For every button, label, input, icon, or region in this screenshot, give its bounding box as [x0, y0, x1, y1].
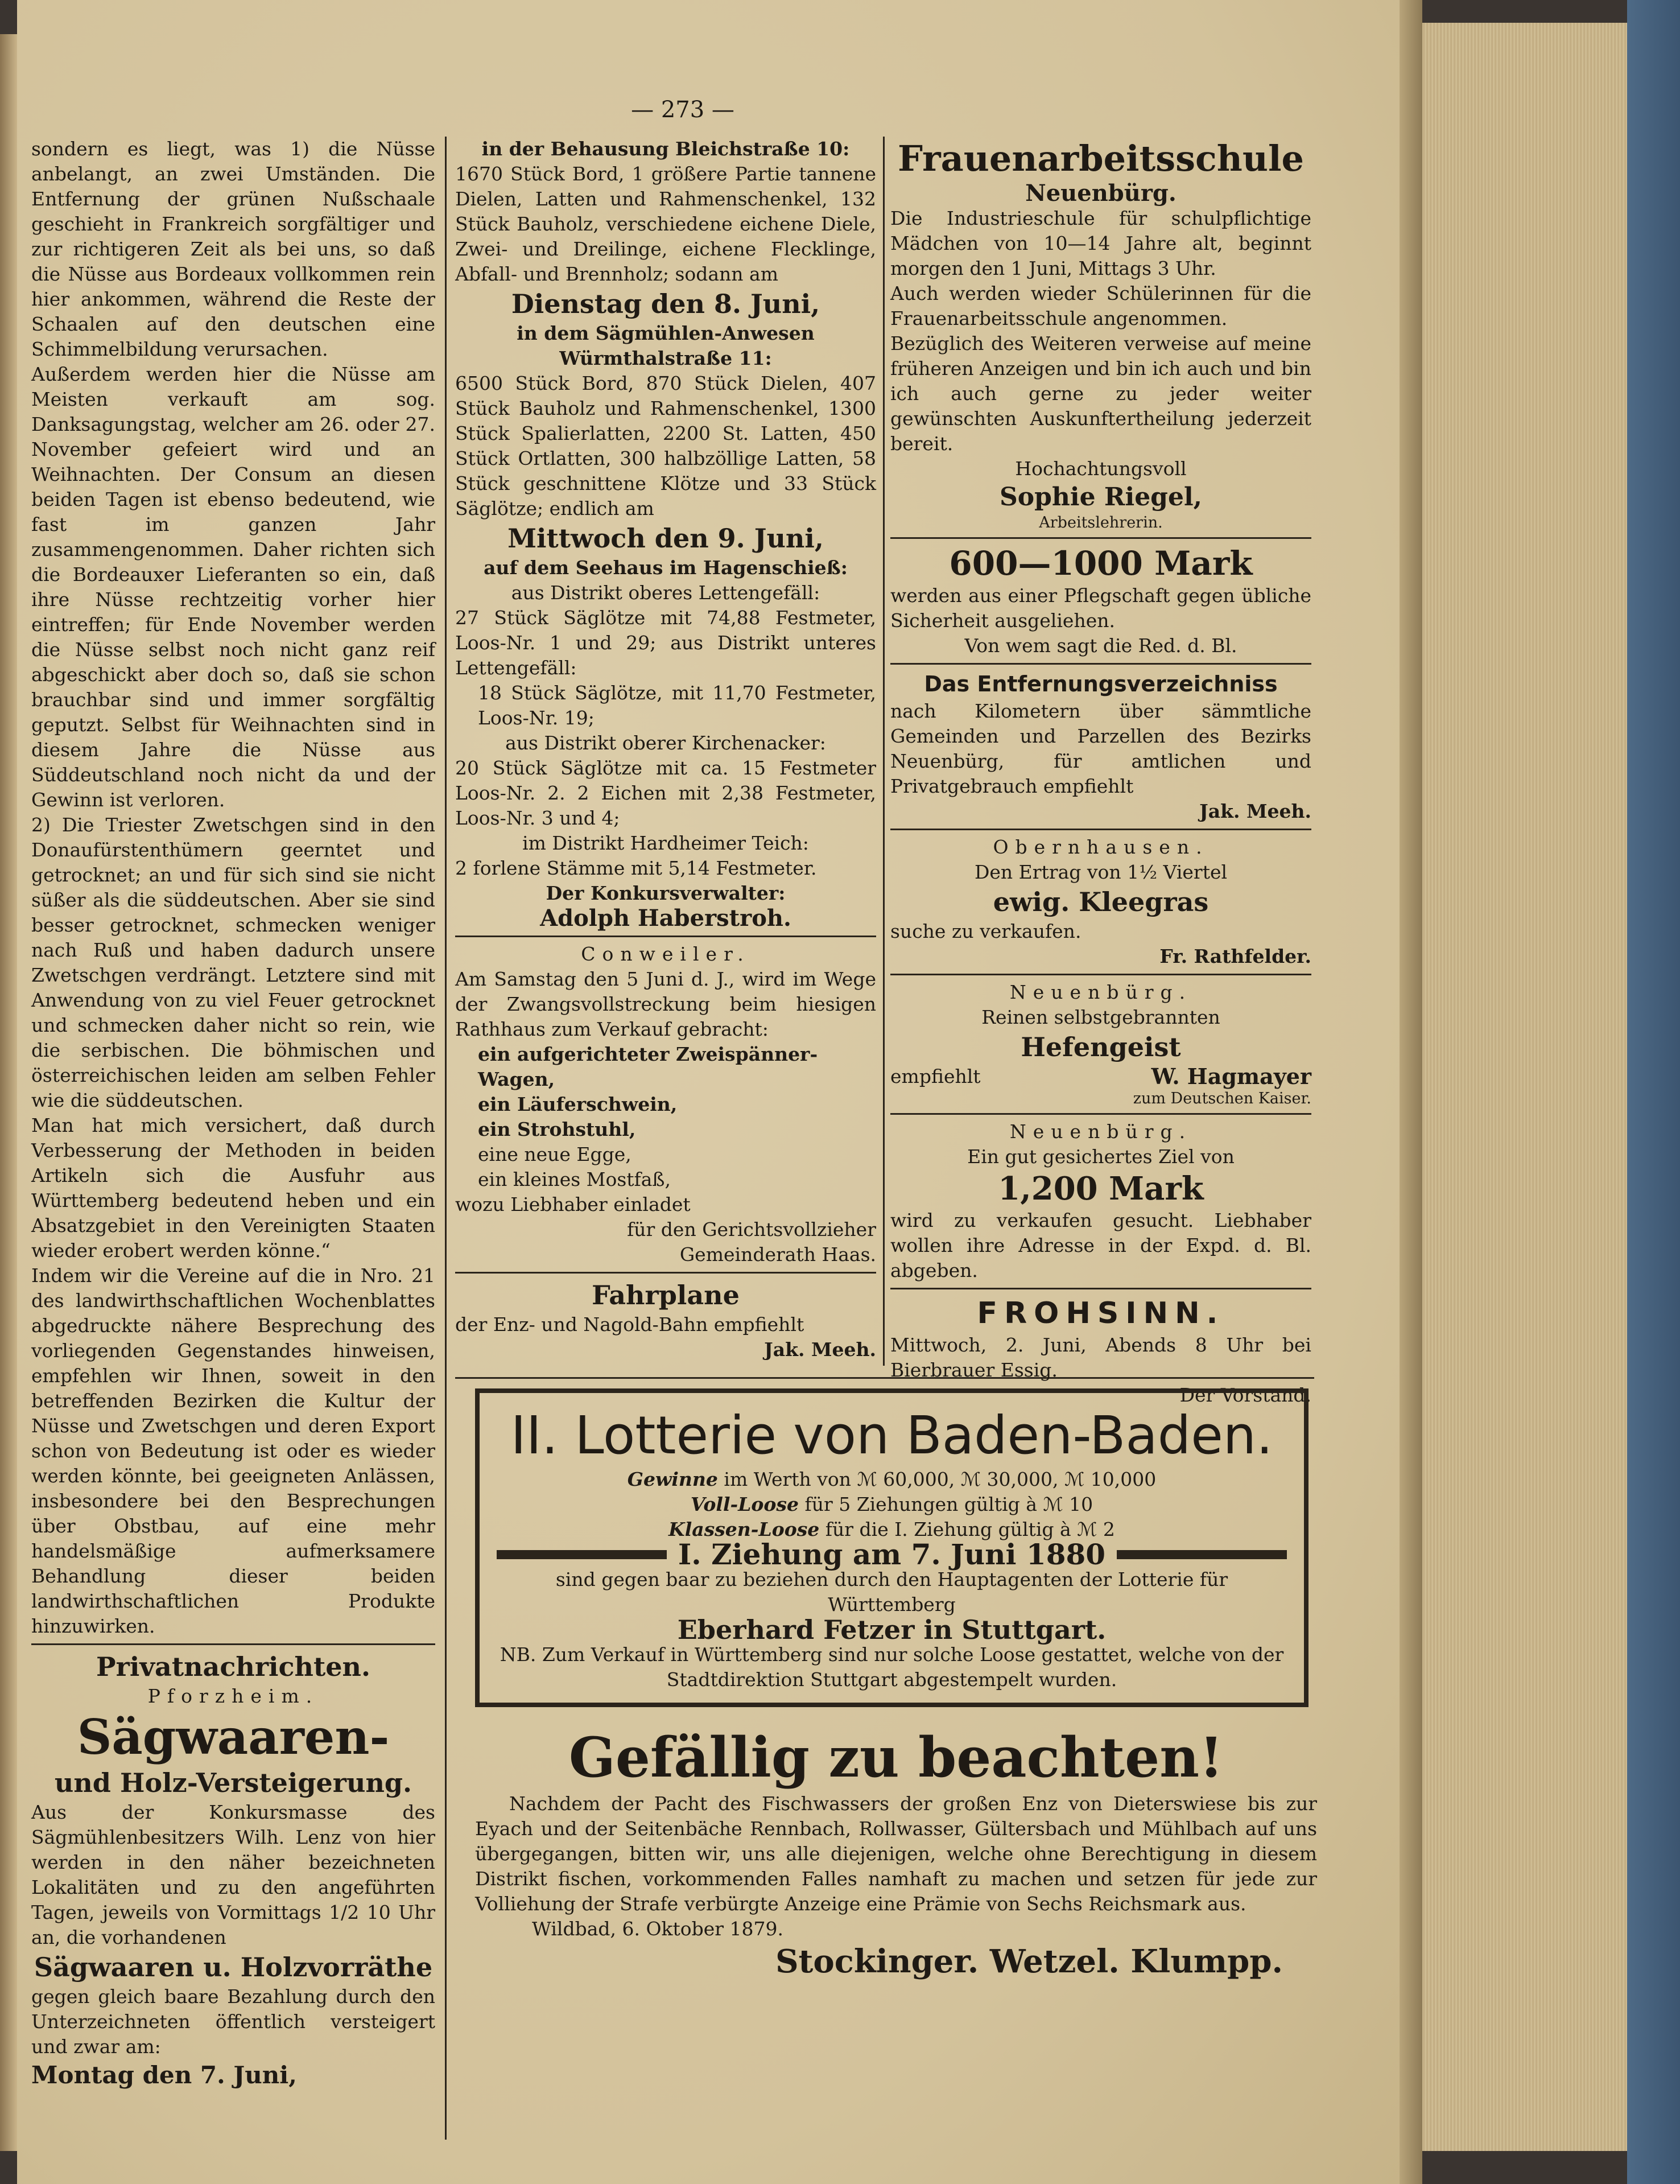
lottery-class-value: für die I. Ziehung gültig à ℳ 2 — [825, 1518, 1115, 1540]
spirit-signature: W. Hagmayer — [1151, 1064, 1311, 1089]
lottery-full-value: für 5 Ziehungen gültig à ℳ 10 — [804, 1493, 1093, 1515]
town-name: Obernhausen. — [993, 836, 1209, 858]
lottery-class-label: Klassen-Loose — [668, 1518, 820, 1540]
sale-invite: wozu Liebhaber einladet — [455, 1193, 691, 1215]
directory-signature: Jak. Meeh. — [1199, 800, 1311, 822]
signature-line: für den Gerichtsvollzieher — [627, 1218, 876, 1241]
lot-list: 6500 Stück Bord, 870 Stück Dielen, 407 Stück Bauholz und Rahmenschenkel, 1300 Stück Spalierlatten, 2200 St. Latten, 450 Stück Ortlatten, 300 halbzöllige Latten, 58 Stück geschnittene Klötze und 33 Stück Säglötze; endlich am — [455, 372, 876, 520]
section-rule — [890, 829, 1311, 830]
lottery-note: NB. Zum Verkauf in Württemberg sind nur solche Loose gestattet, welche von der Stadtdirektion Stuttgart abgestempelt wurden. — [500, 1643, 1284, 1691]
page-number: — 273 — — [631, 97, 734, 123]
sale-item: ein Strohstuhl, — [478, 1118, 636, 1140]
section-rule — [890, 537, 1311, 539]
notice-body: Nachdem der Pacht des Fischwassers der großen Enz von Dieterswiese bis zur Eyach und der Seitenbäche Rennbach, Rollwasser, Gültersbach und Mühlbach auf uns übergegangen, bitten wir, uns alle diejenigen, welche ohne Berechtigung in diesem Distrikt fischen, vorkommenden Falles namhaft zu machen und setzen für jede zur Volliehung der Strafe verbürgte Anzeige eine Prämie von Sechs Reichsmark aus. — [475, 1792, 1317, 1915]
loan-title: 600—1000 Mark — [949, 544, 1253, 583]
lottery-prizes-label: Gewinne — [627, 1468, 718, 1490]
lottery-advertisement — [475, 1388, 1308, 1707]
sale-item: eine neue Egge, — [478, 1143, 631, 1165]
column-divider-right — [883, 137, 885, 1366]
spirit-text: Reinen selbstgebrannten — [981, 1006, 1220, 1028]
lottery-draw-banner — [497, 1538, 1287, 1571]
auction-body-2: gegen gleich baare Bezahlung durch den Unterzeichneten öffentlich versteigert und zwar am: — [31, 1985, 435, 2058]
article-paragraph: Man hat mich versichert, daß durch Verbesserung der Methoden in beiden Artikeln sich die Ausfuhr aus Württemberg bedeutend heben und ein Absatzgebiet in den Vereinigten Staaten wieder erobert werden könne.“ — [31, 1114, 435, 1262]
signature-line: Gemeinderath Haas. — [679, 1243, 876, 1266]
left-column — [31, 137, 435, 2091]
administrator-name: Adolph Haberstroh. — [540, 905, 791, 932]
school-text: Bezüglich des Weiteren verweise auf meine früheren Anzeigen und bin ich auch und bin ich auch gerne zu jeder weiter gewünschten Auskunftertheilung jederzeit bereit. — [890, 332, 1311, 455]
notice-signatures: Stockinger. Wetzel. Klumpp. — [775, 1943, 1283, 1980]
district-line: im Distrikt Hardheimer Teich: — [522, 832, 809, 854]
greeting: Hochachtungsvoll — [1015, 458, 1187, 480]
lot-list: 27 Stück Säglötze mit 74,88 Festmeter, Loos-Nr. 1 und 29; aus Distrikt unteres Lettengefäll: — [455, 607, 876, 679]
section-rule — [455, 936, 876, 937]
sale-item: ein aufgerichteter Zweispänner-Wagen, — [478, 1043, 818, 1090]
section-rule — [890, 663, 1311, 665]
article-paragraph: 2) Die Triester Zwetschgen sind in den Donaufürstenthümern geerntet und getrocknet; an und für sich sind sie nicht süßer als die süddeutschen. Aber sie sind besser getrocknet, schmecken weniger nach Ruß und haben dadurch unsere Zwetschgen verdrängt. Letztere sind mit Anwendung von zu viel Feuer getrocknet und schmecken daher nicht so rein, wie die serbischen. Die böhmischen und österreichischen leiden am selben Fehler wie die süddeutschen. — [31, 814, 435, 1111]
auction-body: Aus der Konkursmasse des Sägmühlenbesitzers Wilh. Lenz von hier werden in den näher bezeichneten Lokalitäten und zu den angeführten Tagen, jeweils von Vormittags 1/2 10 Uhr an, die vorhandenen — [31, 1801, 435, 1948]
auction-subtitle: und Holz-Versteigerung. — [54, 1767, 412, 1798]
timetable-title: Fahrplane — [592, 1280, 740, 1311]
town-name: Neuenbürg. — [1009, 981, 1192, 1003]
section-rule — [890, 974, 1311, 975]
clover-title: ewig. Kleegras — [993, 887, 1209, 917]
town-name: Neuenbürg. — [1009, 1120, 1192, 1143]
article-paragraph: sondern es liegt, was 1) die Nüsse anbelangt, an zwei Umständen. Die Entfernung der grünen Nußschaale geschieht in Frankreich sorgfältiger und zur richtigeren Zeit als bei uns, so daß die Nüsse aus Bordeaux vollkommen rein hier ankommen, während die Reste der Schaalen auf den deutschen eine Schimmelbildung verursachen. — [31, 138, 435, 360]
mortgage-title: 1,200 Mark — [998, 1170, 1204, 1208]
auction-date: Dienstag den 8. Juni, — [511, 289, 820, 319]
lottery-draw-date: I. Ziehung am 7. Juni 1880 — [678, 1538, 1106, 1571]
column-divider-left — [445, 137, 447, 2140]
lot-list: 20 Stück Säglötze mit ca. 15 Festmeter Loos-Nr. 2. 2 Eichen mit 2,38 Festmeter, Loos-Nr. 3 und 4; — [455, 757, 876, 829]
location-line: in der Behausung Bleichstraße 10: — [481, 138, 850, 160]
school-text: Die Industrieschule für schulpflichtige Mädchen von 10—14 Jahre alt, beginnt morgen den 1 Juni, Mittags 3 Uhr. — [890, 207, 1311, 279]
mortgage-text: Ein gut gesichertes Ziel von — [967, 1145, 1235, 1168]
sale-notice: Am Samstag den 5 Juni d. J., wird im Wege der Zwangsvollstreckung beim hiesigen Rathhaus zum Verkauf gebracht: — [455, 968, 876, 1040]
page-edge-left — [0, 34, 17, 2151]
lottery-prizes — [497, 1467, 1287, 1492]
notice-title: Gefällig zu beachten! — [568, 1725, 1224, 1790]
sale-item: ein kleines Mostfaß, — [478, 1168, 671, 1190]
school-text: Auch werden wieder Schülerinnen für die Frauenarbeitsschule angenommen. — [890, 282, 1311, 329]
banner-bar-right — [1117, 1550, 1287, 1559]
mortgage-text-2: wird zu verkaufen gesucht. Liebhaber wollen ihre Adresse in der Expd. d. Bl. abgeben. — [890, 1209, 1311, 1281]
club-text: Mittwoch, 2. Juni, Abends 8 Uhr bei Bierbrauer Essig. — [890, 1334, 1311, 1381]
auction-date: Montag den 7. Juni, — [31, 2061, 297, 2089]
lottery-prizes-value: im Werth von ℳ 60,000, ℳ 30,000, ℳ 10,000 — [724, 1468, 1157, 1490]
middle-column — [455, 137, 876, 1362]
timetable-text: der Enz- und Nagold-Bahn empfiehlt — [455, 1313, 804, 1336]
right-column — [890, 137, 1311, 1408]
lottery-full-label: Voll-Loose — [690, 1493, 799, 1515]
clover-text: Den Ertrag von 1½ Viertel — [974, 861, 1228, 883]
spirit-signature-2: zum Deutschen Kaiser. — [1133, 1090, 1311, 1107]
district-line: aus Distrikt oberer Kirchenacker: — [505, 732, 826, 754]
signature-role: Arbeitslehrerin. — [1039, 514, 1163, 531]
lot-list: 18 Stück Säglötze, mit 11,70 Festmeter, Loos-Nr. 19; — [478, 682, 876, 729]
auction-title: Sägwaaren- — [77, 1709, 390, 1765]
location-line: in dem Sägmühlen-Anwesen Würmthalstraße 11: — [517, 322, 815, 369]
banner-bar-left — [497, 1550, 667, 1559]
signature-name: Sophie Riegel, — [1000, 483, 1202, 512]
section-rule — [31, 1643, 435, 1645]
lot-list: 1670 Stück Bord, 1 größere Partie tannene Dielen, Latten und Rahmenschenkel, 132 Stück Bauholz, verschiedene eichene Diele, Zwei- und Dreilinge, eichene Flecklinge, Abfall- und Brennholz; sodann am — [455, 163, 876, 285]
lot-list: 2 forlene Stämme mit 5,14 Festmeter. — [455, 857, 817, 879]
town-name: Pforzheim. — [147, 1685, 319, 1707]
fishing-notice — [475, 1724, 1317, 1981]
loan-text: werden aus einer Pflegschaft gegen übliche Sicherheit ausgeliehen. — [890, 584, 1311, 632]
spirit-title: Hefengeist — [1021, 1032, 1181, 1062]
loan-note: Von wem sagt die Red. d. Bl. — [964, 634, 1237, 657]
directory-title: Das Entfernungsverzeichniss — [924, 671, 1278, 697]
book-page-edges — [1422, 23, 1627, 2151]
club-title: FROHSINN. — [977, 1296, 1225, 1330]
section-rule — [455, 1272, 876, 1274]
lottery-source: sind gegen baar zu beziehen durch den Hauptagenten der Lotterie für Württemberg — [555, 1568, 1228, 1616]
page-fold — [1400, 0, 1422, 2184]
club-signature: Der Vorstand. — [1179, 1384, 1311, 1406]
location-line: auf dem Seehaus im Hagenschieß: — [484, 557, 848, 579]
sale-item: ein Läuferschwein, — [478, 1093, 678, 1115]
auction-goods: Sägwaaren u. Holzvorräthe — [34, 1952, 433, 1983]
spirit-text-2: empfiehlt — [890, 1065, 981, 1087]
article-paragraph: Außerdem werden hier die Nüsse am Meisten verkauft am sog. Danksagungstag, welcher am 26. oder 27. November gefeiert wird und an Weihnachten. Der Consum an diesen beiden Tagen ist ebenso bedeutend, wie fast im ganzen Jahr zusammengenommen. Daher richten sich die Bordeauxer Lieferanten so ein, daß ihre Nüsse rechtzeitig vorher hier eintreffen; für Ende November werden die Nüsse selbst noch nicht ganz reif abgeschickt aber doch so, daß sie schon brauchbar sind und immer sorgfältig geputzt. Selbst für Weihnachten sind in diesem Jahre die Nüsse aus Süddeutschland noch nicht da und der Gewinn ist verloren. — [31, 363, 435, 811]
article-paragraph: Indem wir die Vereine auf die in Nro. 21 des landwirthschaftlichen Wochenblattes abgedruckte nähere Besprechung des vorliegenden Gegenstandes hinweisen, empfehlen wir Ihnen, soweit in den betreffenden Bezirken die Kultur der Nüsse und Zwetschgen und deren Export schon von Bedeutung ist oder es wieder werden könnte, bei geeigneten Anlässen, insbesondere bei den Besprechungen über Obstbau, auf eine mehr handelsmäßige aufmerksamere Behandlung dieser beiden landwirthschaftlichen Produkte hinzuwirken. — [31, 1264, 435, 1637]
administrator-label: Der Konkursverwalter: — [546, 882, 786, 904]
clover-signature: Fr. Rathfelder. — [1159, 945, 1311, 967]
timetable-signature: Jak. Meeh. — [764, 1338, 876, 1361]
spirit-sign-row — [890, 1064, 1311, 1089]
section-rule — [890, 1113, 1311, 1115]
school-title: Frauenarbeitsschule — [898, 138, 1304, 179]
private-news-heading: Privatnachrichten. — [96, 1651, 370, 1682]
lottery-full-tickets — [497, 1492, 1287, 1517]
town-name: Neuenbürg. — [1025, 180, 1177, 207]
lottery-title: II. Lotterie von Baden-Baden. — [510, 1405, 1273, 1466]
lottery-agent: Eberhard Fetzer in Stuttgart. — [677, 1614, 1107, 1645]
section-rule — [890, 1288, 1311, 1289]
district-line: aus Distrikt oberes Lettengefäll: — [511, 582, 820, 604]
auction-date: Mittwoch den 9. Juni, — [507, 523, 824, 554]
directory-text: nach Kilometern über sämmtliche Gemeinden und Parzellen des Bezirks Neuenbürg, für amtlichen und Privatgebrauch empfiehlt — [890, 700, 1311, 797]
clover-text-2: suche zu verkaufen. — [890, 920, 1082, 942]
book-cover — [1627, 0, 1680, 2184]
notice-place-date: Wildbad, 6. Oktober 1879. — [532, 1918, 784, 1940]
town-name: Conweiler. — [581, 943, 750, 965]
